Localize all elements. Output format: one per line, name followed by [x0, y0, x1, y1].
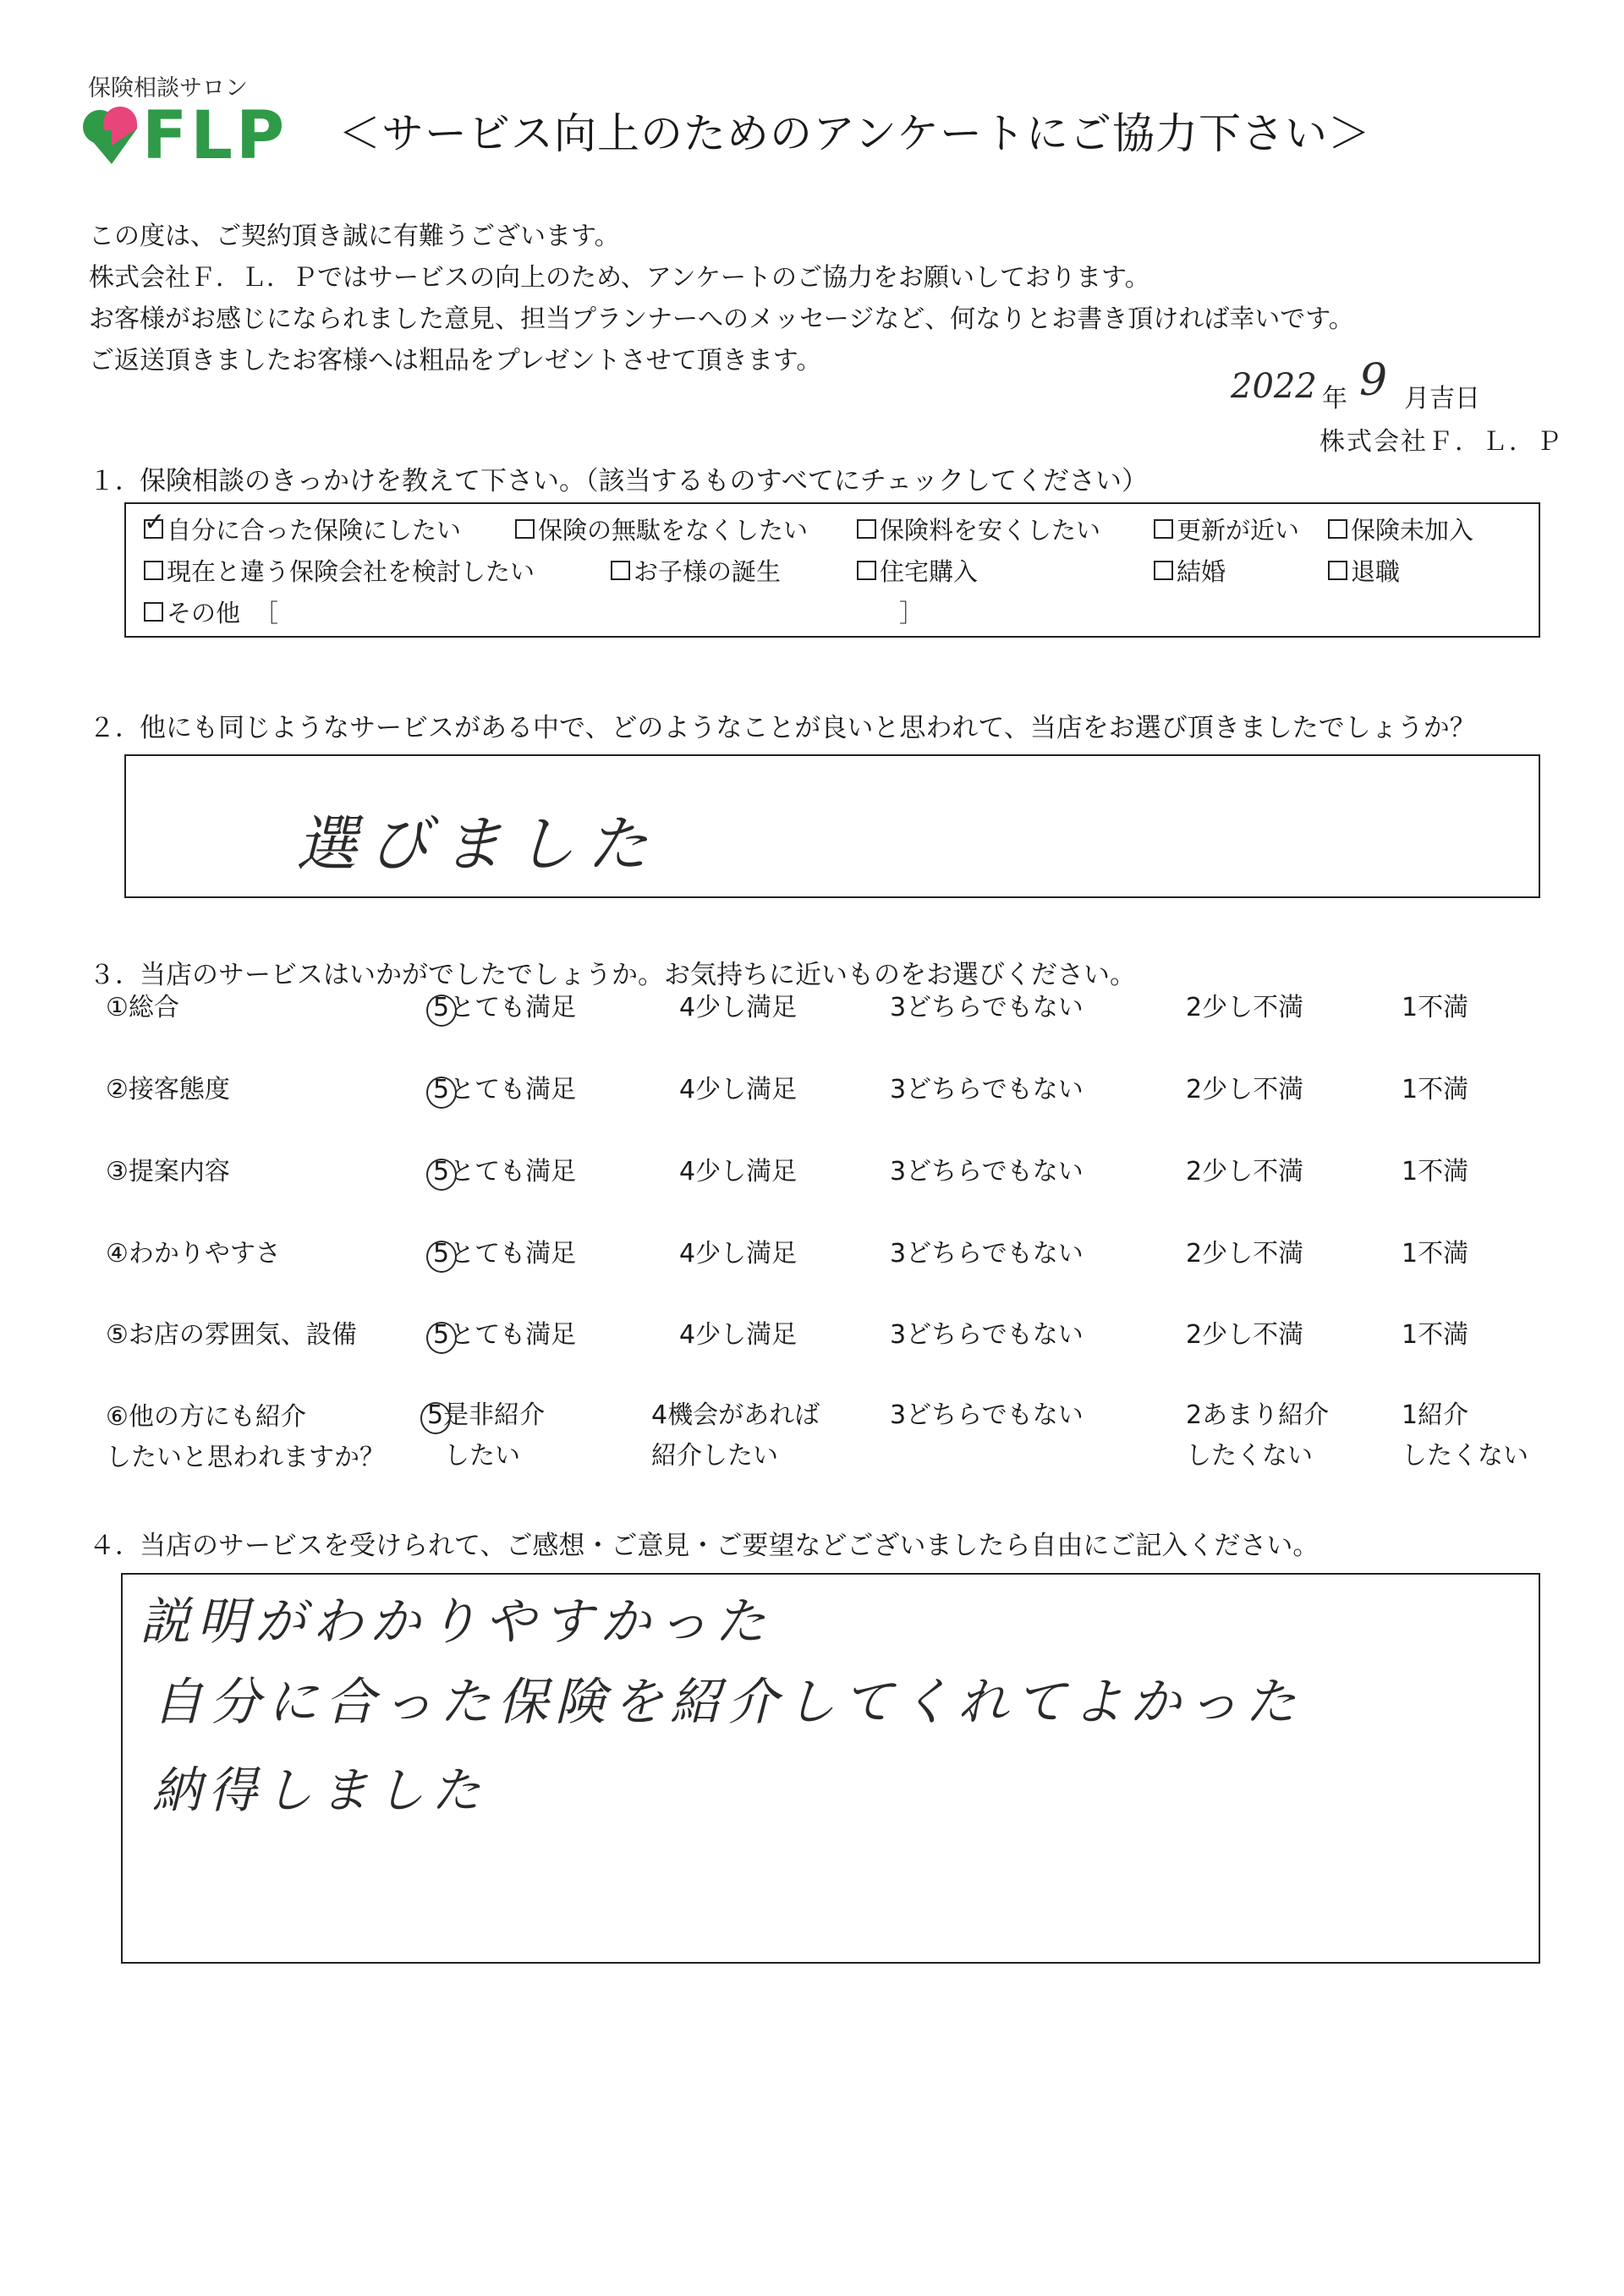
rating-option-3[interactable]: 3どちらでもない — [890, 1239, 1084, 1269]
question-number: ３． — [89, 960, 141, 990]
rating-option-2[interactable]: 2少し不満 — [1186, 1075, 1304, 1104]
q4-answer-line: 説明がわかりやすかった — [140, 1592, 772, 1652]
checkbox-option[interactable] — [611, 553, 781, 588]
option-line: したくない — [1186, 1441, 1313, 1471]
checkbox-option[interactable] — [144, 595, 240, 629]
checkbox-label: 保険の無駄をなくしたい — [538, 516, 809, 545]
rating-option-3[interactable]: 3どちらでもない — [890, 1075, 1084, 1104]
question-number: １． — [89, 466, 141, 496]
page-title: ＜サービス向上のためのアンケートにご協力下さい＞ — [338, 109, 1371, 158]
rating-option-1[interactable]: 1不満 — [1402, 993, 1469, 1022]
rating-option-3[interactable]: 3どちらでもない — [890, 993, 1084, 1022]
checkbox-label: 自分に合った保険にしたい — [167, 516, 462, 545]
rating-label: ①総合 — [106, 993, 179, 1022]
option-line: 2あまり紹介 — [1186, 1400, 1330, 1430]
rating-option-1[interactable]: 1不満 — [1402, 1320, 1469, 1350]
heart-logo-icon — [78, 103, 145, 171]
question-3 — [89, 953, 1136, 991]
checkbox-option[interactable] — [857, 512, 1100, 546]
rating-label-line: したいと思われますか？ — [106, 1443, 385, 1472]
rating-option-2[interactable]: 2少し不満 — [1186, 1239, 1304, 1269]
rating-option-2[interactable]: 2少し不満 — [1186, 1320, 1304, 1350]
option-line: 5是非紹介 — [427, 1400, 546, 1430]
checkbox-label: 保険料を安くしたい — [880, 516, 1101, 545]
other-bracket-close: ］ — [899, 599, 924, 627]
option-line: したくない — [1402, 1441, 1528, 1471]
rating-option-5-selected[interactable] — [427, 1395, 545, 1477]
checkbox-option[interactable] — [144, 507, 462, 546]
rating-label-line: ⑥他の方にも紹介 — [106, 1402, 306, 1432]
checkbox[interactable] — [1328, 519, 1347, 539]
rating-option-4[interactable]: 4少し満足 — [679, 1239, 798, 1269]
company-name: 株式会社Ｆ．Ｌ．Ｐ — [1320, 427, 1563, 457]
rating-option-4[interactable]: 4少し満足 — [679, 1157, 798, 1186]
checkbox[interactable] — [857, 519, 876, 539]
rating-label: ④わかりやすさ — [106, 1239, 281, 1269]
checkbox-label: 退職 — [1351, 557, 1401, 586]
flp-logo — [78, 69, 288, 174]
question-text: 保険相談のきっかけを教えて下さい。（該当するものすべてにチェックしてください） — [140, 466, 1148, 496]
rating-label: ③提案内容 — [106, 1157, 230, 1186]
date-year: 2022 — [1231, 367, 1317, 406]
rating-option-1[interactable] — [1402, 1395, 1528, 1477]
checkbox[interactable] — [515, 519, 535, 539]
checkbox-label: 更新が近い — [1177, 516, 1300, 545]
rating-label: ⑤お店の雰囲気、設備 — [106, 1320, 357, 1350]
rating-option-4[interactable]: 4少し満足 — [679, 1320, 798, 1350]
option-line: したい — [444, 1441, 520, 1471]
checkbox-option[interactable] — [1154, 512, 1299, 546]
question-number: ４． — [89, 1531, 141, 1561]
checkbox-label: 住宅購入 — [880, 557, 979, 586]
rating-option-2[interactable] — [1186, 1395, 1329, 1477]
checkbox-label: お子様の誕生 — [634, 557, 782, 586]
checkbox[interactable] — [1154, 519, 1173, 539]
intro-line: ご返送頂きましたお客様へは粗品をプレゼントさせて頂きます。 — [89, 346, 822, 375]
date-year-suffix: 年 — [1322, 384, 1347, 414]
checkbox-option[interactable] — [1328, 553, 1400, 588]
option-line: 1紹介 — [1402, 1400, 1469, 1430]
question-number: ２． — [89, 713, 141, 743]
rating-option-5-selected[interactable]: 5とても満足 — [433, 1070, 576, 1110]
checkbox-option[interactable] — [1328, 512, 1473, 546]
intro-line: 株式会社Ｆ．Ｌ．Ｐではサービスの向上のため、アンケートのご協力をお願いしております。 — [89, 263, 1150, 293]
checkbox[interactable] — [1154, 561, 1173, 580]
intro-line: お客様がお感じになられました意見、担当プランナーへのメッセージなど、何なりとお書き頂ければ幸いです。 — [89, 304, 1354, 334]
date-line — [1231, 355, 1501, 414]
rating-option-1[interactable]: 1不満 — [1402, 1075, 1469, 1104]
rating-option-4[interactable]: 4少し満足 — [679, 993, 798, 1022]
rating-option-3[interactable]: 3どちらでもない — [890, 1157, 1084, 1186]
checkbox-option[interactable] — [515, 512, 808, 546]
checkbox-label: その他 — [167, 599, 241, 627]
q2-answer-text: 選びました — [296, 808, 661, 879]
date-suffix: 月吉日 — [1404, 384, 1480, 414]
other-bracket-open: ［ — [254, 599, 279, 627]
checkbox-option[interactable] — [857, 553, 978, 588]
rating-label — [106, 1397, 385, 1478]
checkbox[interactable] — [144, 507, 166, 539]
rating-option-1[interactable]: 1不満 — [1402, 1239, 1469, 1269]
question-1 — [89, 459, 1148, 497]
option-line: 4機会があれば — [651, 1400, 820, 1430]
rating-option-5-selected[interactable]: 5とても満足 — [433, 988, 576, 1028]
checkbox-option[interactable] — [144, 553, 535, 588]
rating-option-5-selected[interactable]: 5とても満足 — [433, 1315, 576, 1356]
checkbox[interactable] — [144, 602, 163, 622]
question-text: 当店のサービスはいかがでしたでしょうか。お気持ちに近いものをお選びください。 — [140, 960, 1136, 990]
checkbox-label: 保険未加入 — [1351, 516, 1474, 545]
rating-option-3[interactable]: 3どちらでもない — [890, 1320, 1084, 1350]
rating-option-5-selected[interactable]: 5とても満足 — [433, 1152, 576, 1192]
checkbox-label: 結婚 — [1177, 557, 1226, 586]
date-month: 9 — [1359, 355, 1388, 406]
intro-text — [89, 216, 1354, 381]
rating-option-2[interactable]: 2少し不満 — [1186, 1157, 1304, 1186]
question-2 — [89, 706, 1476, 744]
logo-subtitle: 保険相談サロン — [88, 75, 248, 101]
rating-option-3[interactable] — [890, 1395, 1084, 1436]
question-text: 他にも同じようなサービスがある中で、どのようなことが良いと思われて、当店をお選び頂きましたでしょうか？ — [140, 713, 1476, 743]
checkbox[interactable] — [1328, 561, 1347, 580]
question-4 — [89, 1524, 1319, 1562]
rating-option-2[interactable]: 2少し不満 — [1186, 993, 1304, 1022]
rating-option-5-selected[interactable]: 5とても満足 — [433, 1234, 576, 1274]
q4-answer-line: 納得しました — [152, 1762, 488, 1819]
rating-label: ②接客態度 — [106, 1075, 230, 1104]
check-mark-icon: ✓ — [144, 507, 166, 537]
checkbox[interactable] — [144, 561, 163, 580]
intro-line: この度は、ご契約頂き誠に有難うございます。 — [89, 222, 620, 251]
checkbox[interactable] — [611, 561, 630, 580]
checkbox[interactable] — [857, 561, 876, 580]
option-line: 3どちらでもない — [890, 1400, 1084, 1430]
rating-option-4[interactable] — [651, 1395, 820, 1477]
checkbox-option[interactable] — [1154, 553, 1226, 588]
checkbox-label: 現在と違う保険会社を検討したい — [167, 557, 535, 586]
logo-text: FLP — [142, 98, 288, 174]
question-text: 当店のサービスを受けられて、ご感想・ご意見・ご要望などございましたら自由にご記入ください。 — [140, 1531, 1320, 1561]
q4-answer-line: 自分に合った保険を紹介してくれてよかった — [152, 1673, 1303, 1732]
rating-option-1[interactable]: 1不満 — [1402, 1157, 1469, 1186]
option-line: 紹介したい — [651, 1441, 778, 1471]
rating-option-4[interactable]: 4少し満足 — [679, 1075, 798, 1104]
